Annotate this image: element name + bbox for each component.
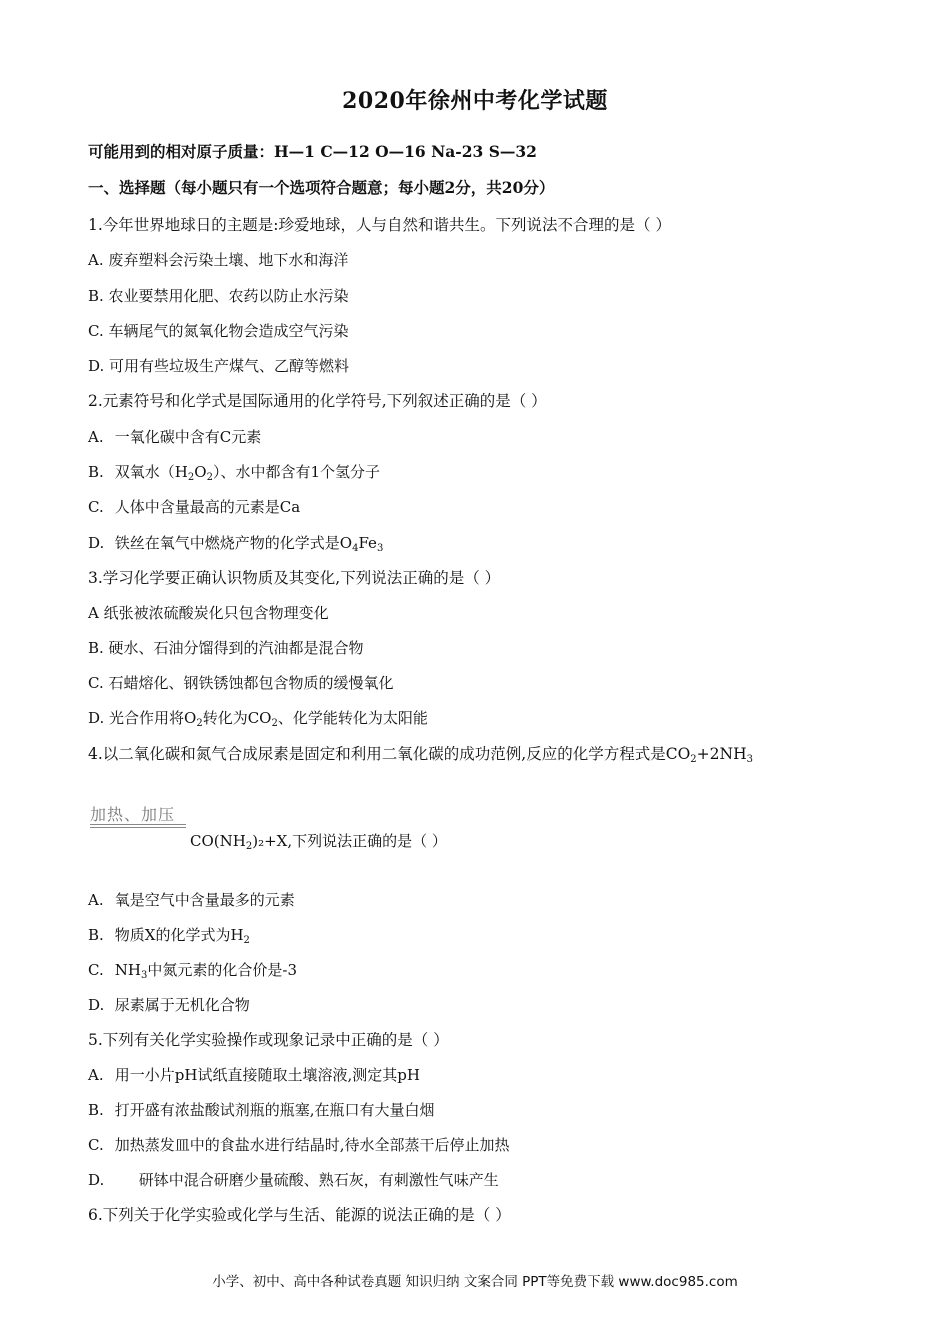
option-letter: B.: [88, 463, 104, 481]
question-2-option-b: [88, 462, 380, 488]
question-5-option-a: [88, 1065, 420, 1085]
option-letter: C.: [88, 961, 104, 979]
option-letter: C.: [88, 1136, 104, 1154]
option-text: 尿素属于无机化合物: [114, 996, 250, 1014]
reaction-products: $CO(NH_2)_2+X$,下列说法正确的是（ ）: [190, 832, 447, 852]
question-4-option-a: [88, 890, 295, 910]
question-3-option-a: A 纸张被浓硫酸炭化只包含物理变化: [88, 604, 329, 622]
option-letter: A.: [88, 428, 104, 446]
option-letter: B.: [88, 1101, 104, 1119]
question-2-stem: 2.元素符号和化学式是国际通用的化学符号,下列叙述正确的是（ ）: [88, 392, 547, 410]
option-text: $NH_3$中氮元素的化合价是-3: [114, 961, 297, 981]
question-4-stem: 4.以二氧化碳和氮气合成尿素是固定和利用二氧化碳的成功范例,反应的化学方程式是$CO_2+2NH_3$: [88, 745, 753, 765]
question-6-stem: 6.下列关于化学实验或化学与生活、能源的说法正确的是（ ）: [88, 1206, 511, 1224]
option-text: 用一小片pH试纸直接随取土壤溶液,测定其pH: [114, 1066, 420, 1084]
question-3-option-b: B. 硬水、石油分馏得到的汽油都是混合物: [88, 639, 364, 657]
option-text: 双氧水$(H_2O_2)$、水中都含有1个氢分子: [114, 463, 380, 483]
atomic-mass-line: 可能用到的相对原子质量：H—1 C—12 O—16 Na-23 S—32: [88, 142, 537, 161]
option-letter: A.: [88, 891, 104, 909]
question-4-option-d: [88, 995, 250, 1015]
option-text: 打开盛有浓盐酸试剂瓶的瓶塞,在瓶口有大量白烟: [114, 1101, 435, 1119]
option-letter: D.: [88, 534, 105, 552]
question-4-option-b: [88, 925, 250, 951]
question-5-option-d: [88, 1170, 499, 1190]
reaction-condition: 加热、加压: [90, 805, 176, 824]
question-1-option-a: A. 废弃塑料会污染土壤、地下水和海洋: [88, 251, 349, 269]
question-5-option-b: [88, 1100, 435, 1120]
question-5-stem: 5.下列有关化学实验操作或现象记录中正确的是（ ）: [88, 1031, 449, 1049]
question-1-option-d: D. 可用有些垃圾生产煤气、乙醇等燃料: [88, 357, 350, 375]
question-2-option-c: [88, 497, 300, 517]
page-footer: 小学、初中、高中各种试卷真题 知识归纳 文案合同 PPT等免费下载 www.doc985.com: [212, 1274, 738, 1290]
question-1-stem: 1.今年世界地球日的主题是:珍爱地球，人与自然和谐共生。下列说法不合理的是（ ）: [88, 216, 671, 234]
option-letter: D.: [88, 996, 105, 1014]
question-1-option-c: C. 车辆尾气的氮氧化物会造成空气污染: [88, 322, 349, 340]
option-letter: A.: [88, 1066, 104, 1084]
question-4-option-c: [88, 960, 297, 986]
question-3-option-d: D. 光合作用将$O_2$转化为$CO_2$、化学能转化为太阳能: [88, 709, 428, 729]
reaction-arrow-line: [90, 827, 186, 828]
option-text: 物质X的化学式为$H_2$: [114, 926, 250, 946]
question-3-option-c: C. 石蜡熔化、钢铁锈蚀都包含物质的缓慢氧化: [88, 674, 394, 692]
option-letter: C.: [88, 498, 104, 516]
question-1-option-b: B. 农业要禁用化肥、农药以防止水污染: [88, 287, 349, 305]
option-letter: D.: [88, 1171, 105, 1189]
option-text: 人体中含量最高的元素是Ca: [114, 498, 301, 516]
page-title: 2020年徐州中考化学试题: [342, 88, 608, 114]
question-3-stem: 3.学习化学要正确认识物质及其变化,下列说法正确的是（ ）: [88, 569, 501, 587]
option-letter: B.: [88, 926, 104, 944]
question-2-option-a: [88, 427, 261, 447]
option-text: 铁丝在氧气中燃烧产物的化学式是$O_4Fe_3$: [114, 534, 384, 554]
question-5-option-c: [88, 1135, 510, 1155]
reaction-arrow-line: [90, 824, 186, 825]
option-text: 一氧化碳中含有C元素: [114, 428, 262, 446]
option-text: 氧是空气中含量最多的元素: [114, 891, 295, 909]
section-heading: 一、选择题（每小题只有一个选项符合题意；每小题2分，共20分）: [88, 178, 555, 197]
option-text: 研钵中混合研磨少量硫酸、熟石灰，有刺激性气味产生: [138, 1171, 499, 1189]
question-2-option-d: [88, 533, 383, 559]
option-text: 加热蒸发皿中的食盐水进行结晶时,待水全部蒸干后停止加热: [114, 1136, 510, 1154]
